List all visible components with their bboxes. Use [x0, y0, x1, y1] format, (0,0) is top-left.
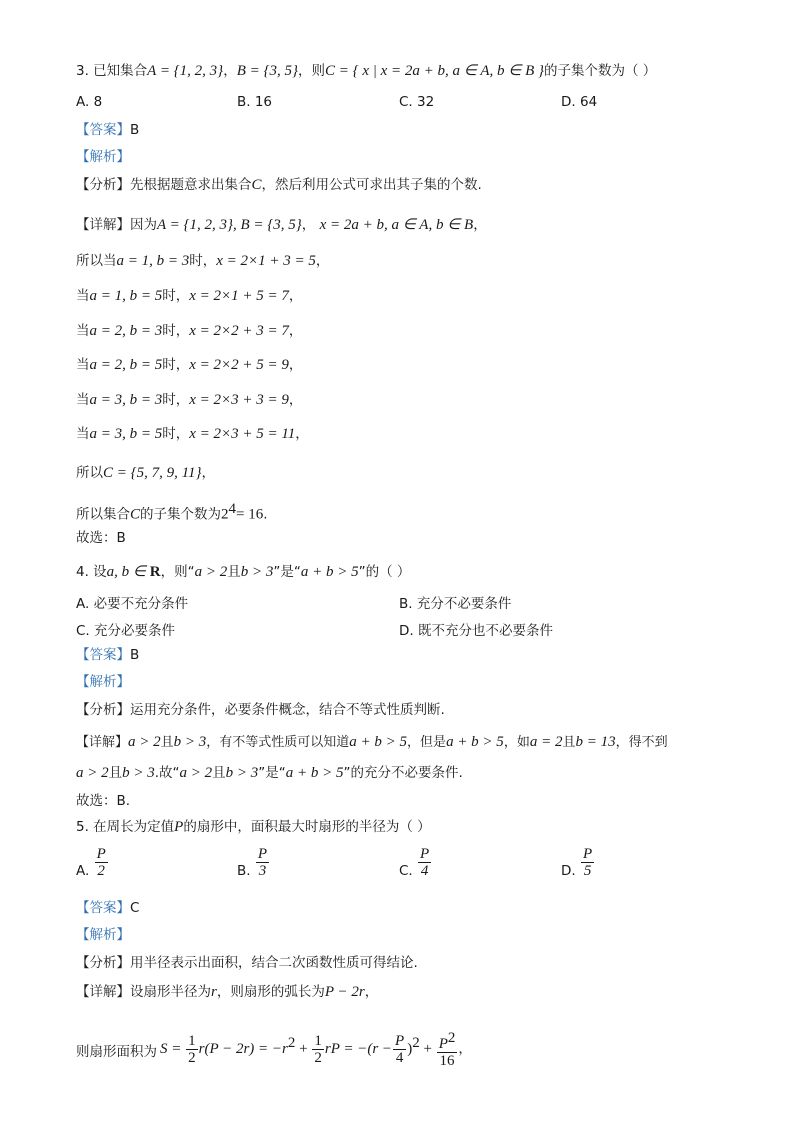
- q3-analysis-tag: [76, 148, 130, 166]
- q4-l2-a: a > 2: [76, 765, 109, 781]
- q5-xj-text: 设扇形半径为: [130, 984, 211, 1000]
- q5-stem-text: 5. 在周长为定值: [76, 819, 175, 835]
- q4-analysis-tag: [76, 673, 130, 691]
- q4-l1-t1: ，有不等式性质可以知道: [206, 735, 350, 750]
- q4-option-a: A. 必要不充分条件: [76, 596, 189, 612]
- case-shi: 时，: [162, 323, 190, 339]
- q4-l1-qie: 且: [160, 735, 174, 750]
- q3-count-text: 所以集合: [76, 506, 130, 523]
- case-shi: 时，: [189, 253, 217, 269]
- q4-l2-b: b > 3: [122, 765, 155, 781]
- q5-area-label: 则扇形面积为: [76, 1044, 157, 1060]
- q4-choose: 故选：B.: [76, 793, 131, 809]
- q3-count-exp: 4: [228, 501, 237, 517]
- formula-part3: rP = −(r −: [324, 1040, 393, 1057]
- q5-P: P: [174, 819, 184, 835]
- q5-answer-value: C: [130, 900, 140, 916]
- case-cond: a = 3, b = 3: [89, 392, 163, 408]
- case-pre: 当: [76, 392, 90, 408]
- q4-l2-qie: 且: [108, 765, 123, 781]
- q4-fenxi-text: 运用充分条件，必要条件概念，结合不等式性质判断.: [130, 702, 445, 718]
- q3-option-d: D. 64: [561, 94, 598, 110]
- q3-so-set: C = {5, 7, 9, 11}: [103, 465, 202, 481]
- q5-xiangjie: [76, 983, 378, 1001]
- q3-case: [76, 287, 302, 305]
- case-cond: a = 2, b = 3: [89, 323, 163, 339]
- frac-num-sq: 2: [447, 1030, 456, 1046]
- q4-l1-b: b > 3: [173, 734, 207, 750]
- case-pre: 所以当: [76, 253, 117, 269]
- fenxi-tag: 【分析】: [76, 702, 130, 718]
- q3-count-end: .: [263, 506, 268, 523]
- q3-stem-text: 3. 已知集合: [76, 63, 148, 79]
- frac-den: 4: [420, 863, 429, 879]
- case-end: ，: [295, 426, 309, 442]
- q4-stem-text-2: ，则“: [160, 564, 195, 580]
- case-cond: a = 1, b = 3: [116, 253, 190, 269]
- case-shi: 时，: [162, 392, 190, 408]
- q3-count: [76, 500, 268, 524]
- formula-plus: +: [295, 1040, 312, 1057]
- case-pre: 当: [76, 426, 90, 442]
- case-calc: x = 2×2 + 5 = 9: [189, 357, 289, 373]
- frac-den: 5: [583, 863, 592, 879]
- answer-tag: 【答案】: [76, 900, 130, 916]
- frac-num: P: [420, 846, 430, 862]
- case-calc: x = 2×3 + 5 = 11: [189, 426, 296, 442]
- frac-num: 1: [188, 1033, 196, 1049]
- answer-tag: 【答案】: [76, 122, 130, 138]
- q4-l1-t3: ，如: [503, 735, 530, 750]
- q4-l1-qie2: 且: [562, 735, 576, 750]
- q4-stem: [76, 563, 410, 581]
- q5-opt-label: A.: [76, 863, 90, 879]
- q3-fenxi-text-2: ，然后利用公式可求出其子集的个数.: [261, 177, 482, 193]
- q4-l2-e: a + b > 5: [285, 765, 344, 781]
- q5-xj-end: ，: [364, 984, 379, 1000]
- q5-option-d: [561, 846, 595, 879]
- q3-so-end: ，: [201, 465, 216, 481]
- formula-plus-2: +: [419, 1040, 436, 1057]
- q3-option-a: A. 8: [76, 94, 103, 110]
- case-calc: x = 2×3 + 3 = 9: [189, 392, 289, 408]
- q5-xj-r: r: [211, 984, 217, 1000]
- frac-num: [437, 1030, 458, 1053]
- q5-xj-text-2: ，则扇形的弧长为: [216, 984, 325, 1000]
- frac-num: P: [257, 846, 268, 862]
- frac-den: 4: [395, 1050, 404, 1066]
- q3-case: [76, 391, 302, 409]
- case-cond: a = 2, b = 5: [89, 357, 163, 373]
- case-pre: 当: [76, 323, 90, 339]
- analysis-tag: 【解析】: [76, 927, 130, 943]
- formula-square: 2: [287, 1034, 296, 1051]
- frac-den: 2: [188, 1050, 196, 1066]
- q3-case: [76, 252, 329, 270]
- q4-l1-d: a + b > 5: [446, 734, 504, 750]
- formula-half: [186, 1033, 198, 1066]
- q5-stem-end: 的扇形中，面积最大时扇形的半径为（ ）: [183, 819, 431, 835]
- q4-option-c: C. 充分必要条件: [76, 623, 176, 639]
- q4-l1-a: a > 2: [128, 734, 161, 750]
- q3-answer-value: B: [130, 122, 140, 138]
- xiangjie-tag: 【详解】: [76, 984, 130, 1000]
- formula-half-2: [312, 1033, 324, 1066]
- q5-opt-label: B.: [237, 863, 251, 879]
- q4-real-set: R: [149, 564, 161, 580]
- q3-so-text: 所以: [76, 465, 103, 481]
- q4-xiangjie-line1: [76, 733, 668, 752]
- q4-l2-t2: ”是“: [258, 765, 286, 781]
- case-end: ，: [315, 253, 330, 269]
- case-pre: 当: [76, 357, 90, 373]
- case-cond: a = 1, b = 5: [89, 288, 163, 304]
- q5-option-a: [76, 846, 109, 879]
- q5-option-b: [237, 846, 270, 879]
- q3-xiangjie: [76, 216, 487, 234]
- q5-xj-arc: P − 2r: [324, 984, 365, 1000]
- case-end: ，: [288, 288, 303, 304]
- q4-l2-t3: ”的充分不必要条件.: [343, 765, 463, 781]
- q3-answer: [76, 121, 139, 139]
- xiangjie-tag: 【详解】: [76, 217, 130, 233]
- q4-answer: [76, 646, 139, 664]
- fenxi-tag: 【分析】: [76, 955, 130, 971]
- q4-fenxi: [76, 701, 445, 719]
- q4-l2-qie2: 且: [212, 765, 226, 781]
- q4-is: ”是“: [273, 564, 301, 580]
- analysis-tag: 【解析】: [76, 149, 130, 165]
- frac-den: 2: [314, 1050, 322, 1066]
- formula-square-2: 2: [412, 1034, 420, 1051]
- q3-fenxi-text: 先根据题意求出集合: [130, 177, 252, 193]
- case-pre: 当: [76, 288, 90, 304]
- q3-count-base: 2: [221, 506, 229, 523]
- q5-opt-fraction: [418, 846, 431, 879]
- xiangjie-tag: 【详解】: [76, 735, 129, 750]
- case-shi: 时，: [162, 357, 190, 373]
- q3-so: [76, 464, 215, 482]
- q3-xj-text: 因为: [130, 217, 157, 233]
- q3-case: [76, 425, 309, 443]
- q5-opt-fraction: [256, 846, 269, 879]
- case-shi: 时，: [162, 426, 190, 442]
- q3-fenxi-c: C: [251, 177, 262, 193]
- q4-answer-value: B: [130, 647, 140, 663]
- q5-answer: [76, 899, 139, 917]
- q3-case: [76, 322, 302, 340]
- q4-l2-d: b > 3: [225, 765, 259, 781]
- q4-xiangjie-line2: [76, 764, 463, 782]
- q3-xj-sep: ，: [301, 217, 316, 233]
- q3-set-a: A = {1, 2, 3}: [147, 63, 224, 79]
- frac-den: 16: [439, 1053, 455, 1069]
- q3-stem-end: 的子集个数为（ ）: [543, 63, 657, 79]
- q5-stem: [76, 818, 431, 836]
- q3-xj-end: ，: [473, 217, 487, 233]
- q4-vars: a, b ∈: [106, 564, 150, 580]
- q3-set-b: B = {3, 5}: [236, 63, 298, 79]
- frac-den: 2: [97, 863, 105, 879]
- formula-close: ): [407, 1040, 413, 1057]
- frac-num-p: P: [438, 1036, 448, 1052]
- q4-stem-end: ”的（ ）: [358, 564, 411, 580]
- formula-p2-over-16: [437, 1030, 458, 1069]
- q4-option-b: B. 充分不必要条件: [399, 596, 512, 612]
- q4-l1-e: a = 2: [529, 734, 563, 750]
- frac-num: P: [582, 846, 593, 862]
- formula-p-over-4: [393, 1033, 406, 1066]
- q4-cond2: b > 3: [240, 564, 274, 580]
- q5-area-formula: [160, 1030, 472, 1069]
- q3-count-c: C: [130, 506, 141, 523]
- q3-then: ，则: [297, 63, 325, 79]
- q4-cond1: a > 2: [194, 564, 228, 580]
- q3-option-b: B. 16: [237, 94, 273, 110]
- frac-num: P: [96, 846, 106, 862]
- q5-fenxi-text: 用半径表示出面积，结合二次函数性质可得结论.: [130, 955, 418, 971]
- case-end: ，: [288, 323, 303, 339]
- case-shi: 时，: [162, 288, 190, 304]
- analysis-tag: 【解析】: [76, 674, 130, 690]
- case-end: ，: [288, 392, 303, 408]
- q5-opt-label: D.: [561, 863, 576, 879]
- q3-sep: ，: [223, 63, 237, 79]
- q5-option-c: [399, 846, 432, 879]
- case-end: ，: [288, 357, 303, 373]
- q3-fenxi: [76, 176, 482, 194]
- q4-l2-c: a > 2: [179, 765, 213, 781]
- q3-xj-sets: A = {1, 2, 3}, B = {3, 5}: [157, 217, 302, 233]
- q3-count-val: = 16: [236, 506, 264, 523]
- q3-xj-expr: x = 2a + b, a ∈ A, b ∈ B: [319, 217, 474, 233]
- q4-l1-c: a + b > 5: [349, 734, 408, 750]
- q4-cond3: a + b > 5: [300, 564, 359, 580]
- q4-l2-t1: .故“: [154, 765, 180, 781]
- q3-case: [76, 356, 302, 374]
- formula-S: S =: [160, 1040, 182, 1057]
- q3-stem: [76, 62, 656, 80]
- case-calc: x = 2×1 + 5 = 7: [189, 288, 289, 304]
- q3-choose: 故选：B: [76, 530, 126, 546]
- q5-opt-fraction: [95, 846, 108, 879]
- q4-qie: 且: [227, 564, 241, 580]
- q5-opt-fraction: [581, 846, 594, 879]
- formula-end: ，: [458, 1040, 472, 1057]
- case-cond: a = 3, b = 5: [89, 426, 163, 442]
- q4-l1-f: b = 13: [575, 734, 616, 750]
- q5-analysis-tag: [76, 926, 130, 944]
- q4-l1-t2: ，但是: [407, 735, 447, 750]
- frac-num: P: [395, 1033, 405, 1049]
- q3-option-c: C. 32: [399, 94, 435, 110]
- case-calc: x = 2×2 + 3 = 7: [189, 323, 289, 339]
- answer-tag: 【答案】: [76, 647, 130, 663]
- formula-part1: r(P − 2r) = −r: [198, 1040, 288, 1057]
- q5-opt-label: C.: [399, 863, 413, 879]
- q3-set-c: C = { x | x = 2a + b, a ∈ A, b ∈ B }: [324, 63, 544, 79]
- q4-l1-t4: ，得不到: [615, 735, 668, 750]
- q3-count-text-2: 的子集个数为: [140, 506, 222, 523]
- case-calc: x = 2×1 + 3 = 5: [216, 253, 316, 269]
- q5-fenxi: [76, 954, 418, 972]
- q4-stem-text: 4. 设: [76, 564, 107, 580]
- frac-den: 3: [258, 863, 267, 879]
- frac-num: 1: [314, 1033, 322, 1049]
- q4-option-d: D. 既不充分也不必要条件: [399, 623, 553, 639]
- fenxi-tag: 【分析】: [76, 177, 130, 193]
